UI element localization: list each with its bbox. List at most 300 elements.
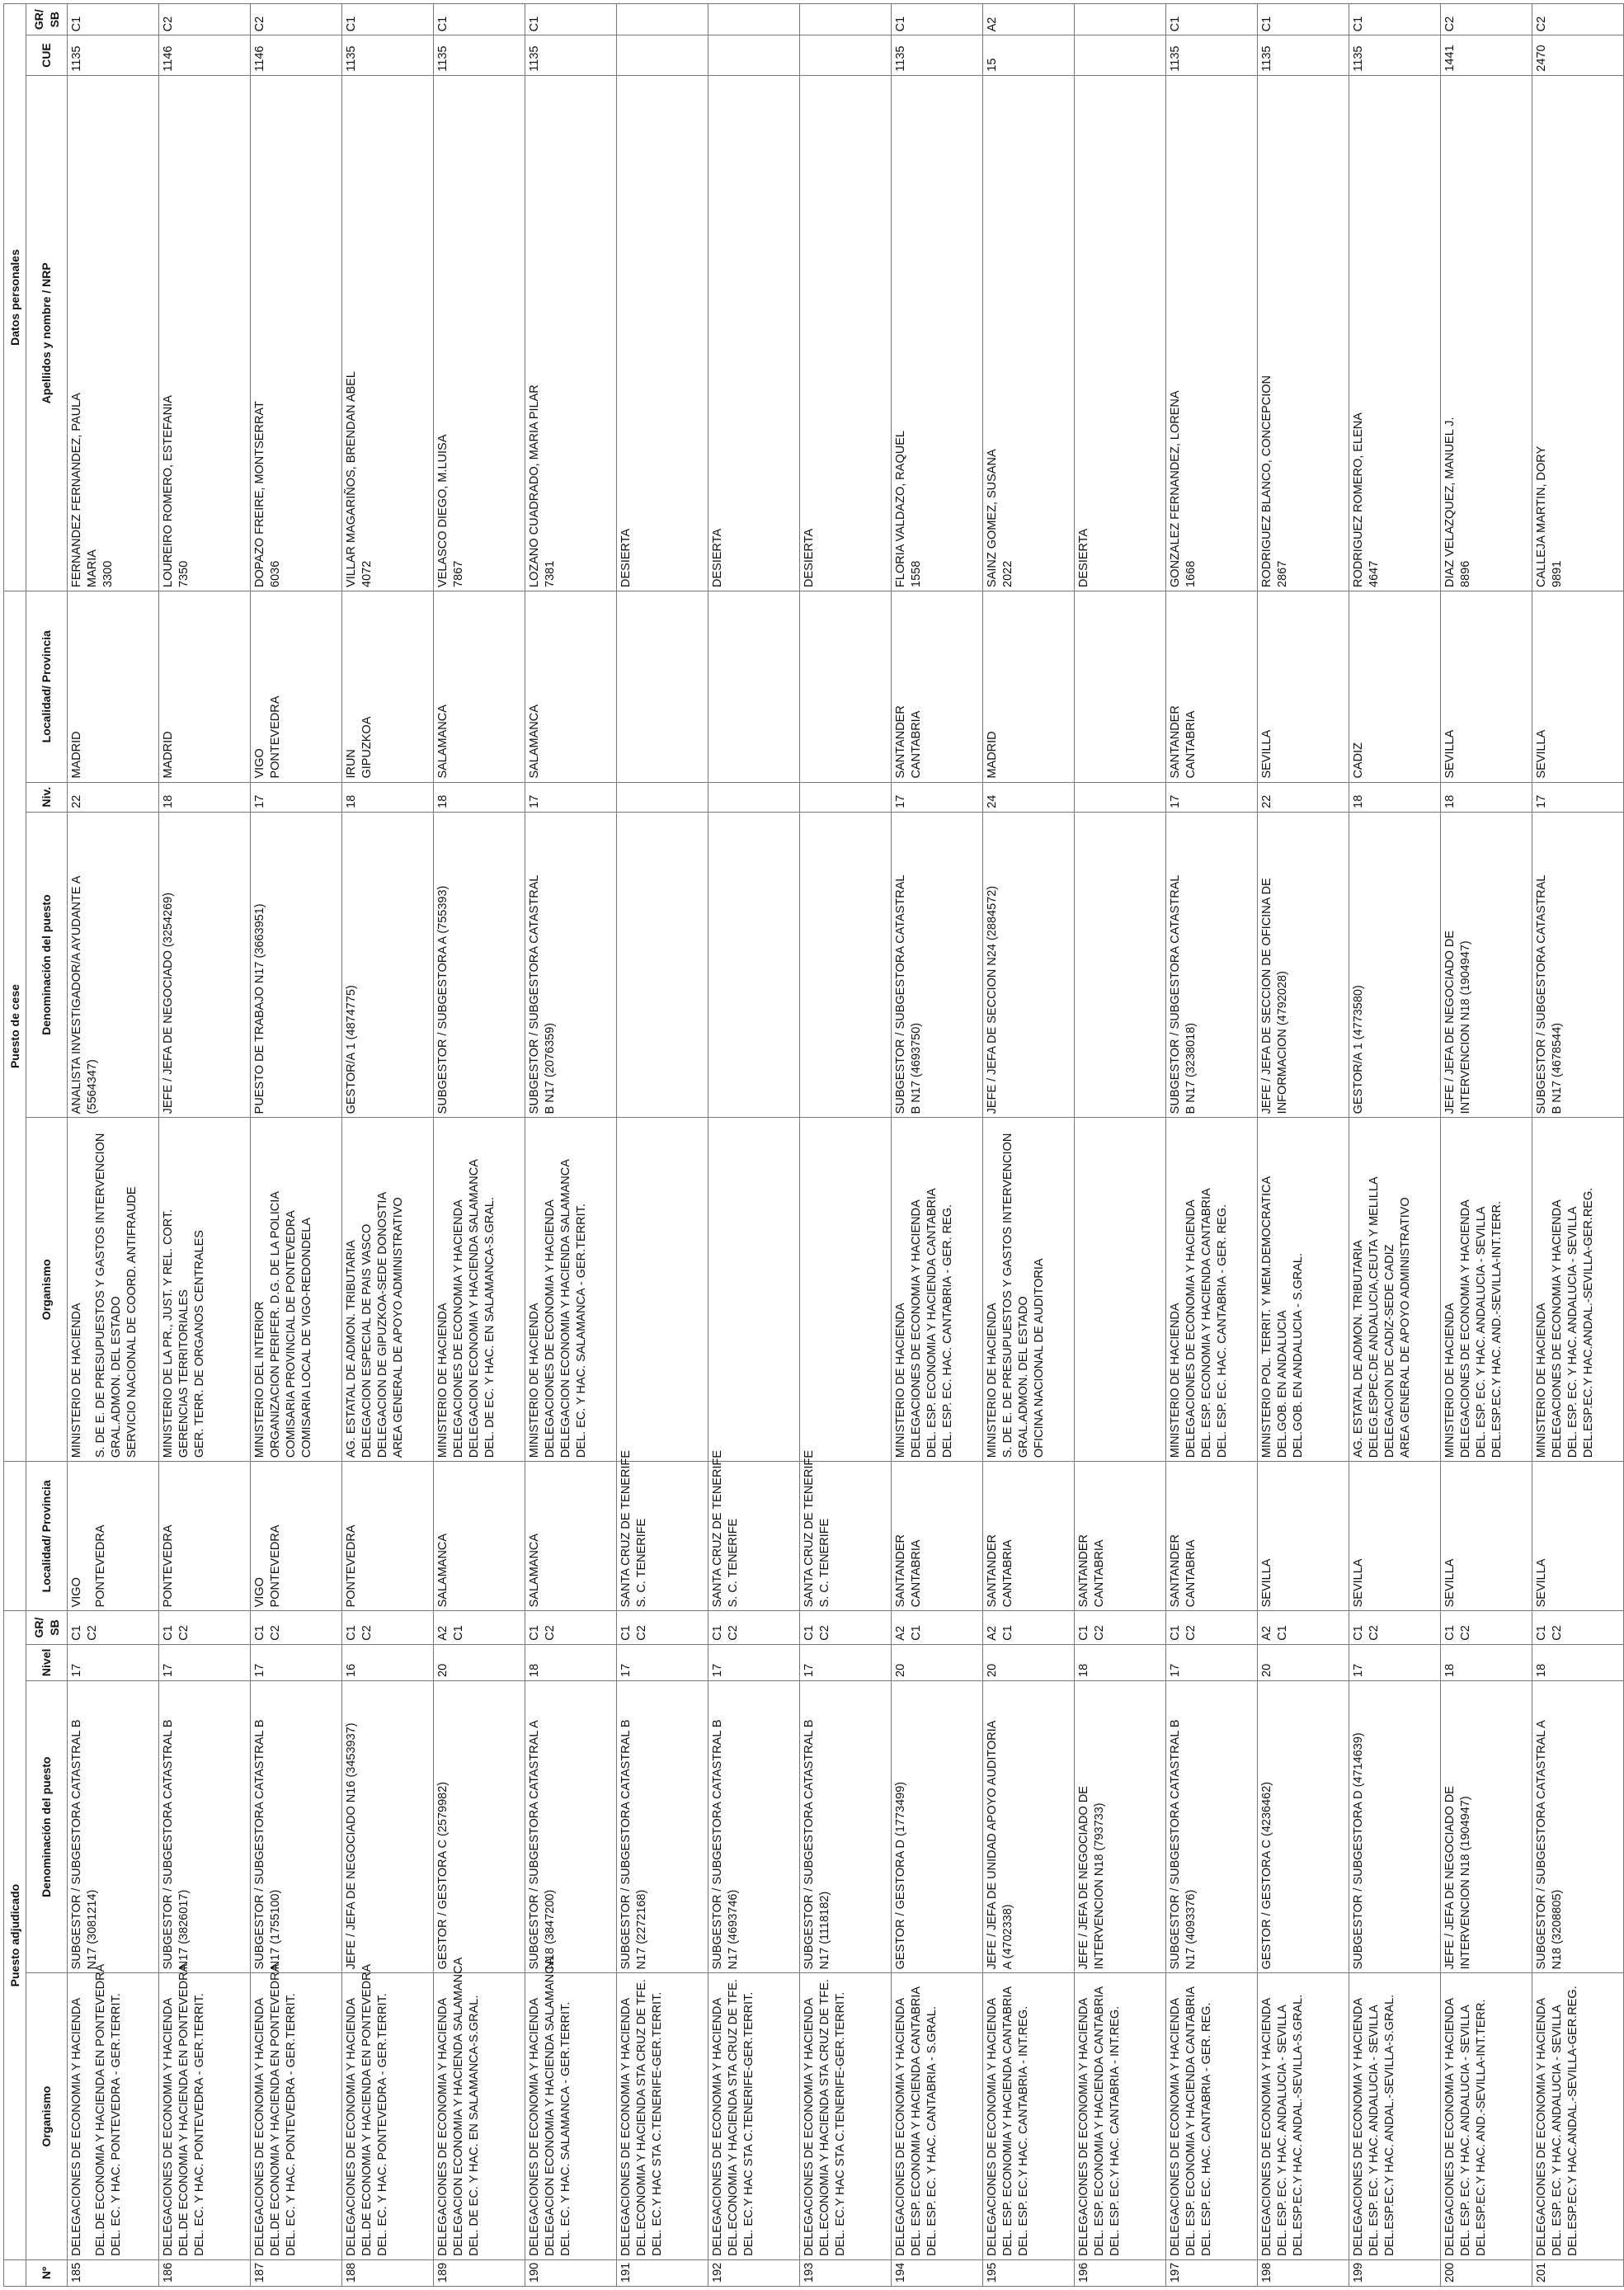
adjudicado-grsb: C1 C2	[342, 1611, 434, 1644]
personal-nombre	[983, 75, 1075, 591]
cese-nivel: 17	[892, 782, 983, 812]
adjudicado-localidad	[617, 1449, 708, 1611]
adjudicado-denominacion-line: SUBGESTOR / SUBGESTORA CATASTRAL A	[1535, 1720, 1548, 1970]
adjudicado-organismo-line: DEL. EC. Y HAC. PONTEVEDRA - GER.TERRIT.	[110, 1993, 123, 2256]
adjudicado-organismo-line: DEL.DE ECONOMIA Y HACIENDA EN PONTEVEDRA	[94, 1963, 107, 2256]
row-number: 191	[617, 2259, 708, 2286]
personal-nombre-line: DESIERTA	[711, 528, 724, 587]
adjudicado-denominacion-line: JEFE / JEFA DE UNIDAD APOYO AUDITORIA	[986, 1720, 999, 1970]
cese-denominacion	[251, 812, 342, 1118]
cese-denominacion-line: SUBGESTOR / SUBGESTORA CATASTRAL	[1169, 874, 1182, 1114]
table-row	[1349, 4, 1441, 2287]
adjudicado-organismo-line: DELEGACIONES DE ECONOMIA Y HACIENDA	[528, 1997, 541, 2256]
cese-organismo-line: DELEGACIONES DE ECONOMIA Y HACIENDA	[544, 1199, 557, 1458]
adjudicado-localidad-line: SEVILLA	[1352, 1558, 1365, 1608]
cese-organismo-line: ORGANIZACION PERIFER. D.G. DE LA POLICIA	[269, 1191, 282, 1458]
personal-grsb	[708, 4, 800, 35]
cese-organismo-line: GER. TERR. DE ORGANOS CENTRALES	[193, 1230, 206, 1458]
cese-organismo	[1441, 1118, 1532, 1462]
adjudicado-grsb: C1 C2	[525, 1611, 617, 1644]
personal-grsb: C2	[1532, 4, 1624, 35]
adjudicado-localidad	[1258, 1462, 1349, 1611]
personal-nombre-line: 1558	[910, 560, 923, 587]
cese-nivel: 18	[342, 782, 434, 812]
adjudicado-organismo	[1441, 1973, 1532, 2259]
table-row	[525, 4, 617, 2287]
col-apellidos: Apellidos y nombre / NRP	[26, 75, 68, 591]
cese-organismo	[159, 1118, 251, 1462]
adjudicado-organismo-line: DEL. ESP. EC. HAC. CANTABRIA - GER. REG.	[1200, 2002, 1213, 2256]
adjudicado-organismo-line: DEL. ESP. EC. Y HAC. ANDALUCIA - SEVILLA	[1459, 2005, 1472, 2256]
adjudicado-localidad	[1075, 1462, 1166, 1611]
adjudicado-organismo-line: DELEGACIONES DE ECONOMIA Y HACIENDA	[1535, 1997, 1548, 2256]
adjudicado-organismo-line: DEL. ESP. EC.Y HAC. CANTABRIA - INT.REG.	[1109, 2005, 1122, 2256]
personal-nombre-line: FLORIA VALDAZO, RAQUEL	[894, 431, 907, 587]
cese-organismo-line: OFICINA NACIONAL DE AUDITORIA	[1033, 1258, 1046, 1458]
cese-organismo	[617, 1118, 708, 1462]
adjudicado-grsb: C1 C2	[68, 1611, 159, 1644]
adjudicado-denominacion-line: SUBGESTOR / SUBGESTORA D (4714639)	[1352, 1732, 1365, 1970]
adjudicado-grsb: C1 C2	[1532, 1611, 1624, 1644]
personal-grsb: C1	[1349, 4, 1441, 35]
adjudicado-organismo-line: DELEGACIONES DE ECONOMIA Y HACIENDA	[162, 1997, 175, 2256]
adjudicado-nivel: 18	[1441, 1644, 1532, 1680]
adjudicado-organismo-line: DEL.ECONOMIA Y HACIENDA STA CRUZ DE TFE.	[818, 1979, 831, 2256]
cese-organismo-line: AREA GENERAL DE APOYO ADMINISTRATIVO	[1399, 1197, 1412, 1458]
cese-localidad	[617, 591, 708, 782]
adjudicado-organismo-line: DELEGACION ECONOMIA Y HACIENDA SALAMANCA	[544, 1957, 557, 2256]
adjudicado-nivel: 17	[251, 1644, 342, 1680]
cese-organismo-line: DEL. ESP. ECONOMIA Y HACIENDA CANTABRIA	[1200, 1188, 1213, 1458]
adjudicado-localidad	[68, 1462, 159, 1611]
adjudicado-denominacion-line: N17 (2272168)	[635, 1889, 648, 1970]
cese-nivel: 24	[983, 782, 1075, 812]
assignment-table	[3, 3, 1624, 2287]
adjudicado-grsb: A2 C1	[1258, 1611, 1349, 1644]
row-number: 196	[1075, 2259, 1166, 2286]
cese-organismo-line: DEL. ESP. EC. HAC. CANTABRIA - GER. REG.	[1216, 1204, 1229, 1458]
cese-localidad-line: SALAMANCA	[528, 704, 541, 779]
adjudicado-organismo	[159, 1963, 251, 2259]
adjudicado-organismo-line: DEL. ESP. EC. Y HAC. ANDALUCIA - SEVILLA	[1276, 2005, 1289, 2256]
adjudicado-denominacion-line: N18 (3847200)	[544, 1889, 557, 1970]
adjudicado-nivel: 18	[1075, 1644, 1166, 1680]
personal-nombre-line: 4647	[1367, 560, 1381, 587]
cese-nivel	[617, 782, 708, 812]
cese-localidad	[251, 591, 342, 782]
adjudicado-grsb: C1 C2	[159, 1611, 251, 1644]
personal-grsb: C2	[1441, 4, 1532, 35]
cese-localidad	[68, 591, 159, 782]
personal-nombre	[342, 75, 434, 591]
cese-nivel: 18	[1349, 782, 1441, 812]
cese-organismo-line: GRAL.ADMON. DEL ESTADO	[1017, 1296, 1030, 1458]
cese-organismo-line: MINISTERIO DE HACIENDA	[70, 1303, 83, 1458]
personal-grsb: C2	[251, 4, 342, 35]
cese-localidad	[983, 591, 1075, 782]
cese-denominacion	[892, 812, 983, 1118]
personal-cue: 1135	[1349, 35, 1441, 75]
adjudicado-organismo-line: DEL. ESP. ECONOMIA Y HACIENDA CANTABRIA	[910, 1986, 923, 2256]
personal-nombre	[892, 75, 983, 591]
adjudicado-organismo-line: DELEGACIONES DE ECONOMIA Y HACIENDA	[70, 1997, 83, 2256]
cese-organismo	[892, 1118, 983, 1462]
adjudicado-nivel: 20	[434, 1644, 525, 1680]
adjudicado-localidad-line: CANTABRIA	[1001, 1539, 1014, 1608]
personal-nombre	[525, 75, 617, 591]
adjudicado-nivel: 17	[1166, 1644, 1258, 1680]
row-number: 195	[983, 2259, 1075, 2286]
personal-nombre-line: RODRIGUEZ ROMERO, ELENA	[1352, 412, 1365, 587]
adjudicado-organismo-line: DEL. ESP. EC. Y HAC. CANTABRIA - S.GRAL.	[925, 2006, 939, 2256]
col-grsb-personal: GR/ SB	[26, 4, 68, 35]
cese-denominacion	[617, 812, 708, 1118]
cese-denominacion	[68, 812, 159, 1118]
personal-nombre	[617, 75, 708, 591]
adjudicado-organismo	[800, 1973, 892, 2259]
adjudicado-organismo-line: DEL. EC. Y HAC. PONTEVEDRA - GER.TERRIT.	[376, 1993, 389, 2256]
table-row	[1075, 4, 1166, 2287]
cese-nivel: 22	[1258, 782, 1349, 812]
col-niv-cese: Niv.	[26, 782, 68, 812]
adjudicado-denominacion	[1532, 1680, 1624, 1972]
adjudicado-localidad-line: SEVILLA	[1535, 1558, 1548, 1608]
cese-localidad-line: GIPUZKOA	[360, 716, 374, 779]
personal-nombre-line: RODRIGUEZ BLANCO, CONCEPCION	[1260, 375, 1273, 587]
adjudicado-organismo-line: DELEGACIONES DE ECONOMIA Y HACIENDA	[345, 1997, 358, 2256]
cese-denominacion-line: ANALISTA INVESTIGADOR/A AYUDANTE A	[70, 875, 83, 1114]
personal-nombre-line: VILLAR MAGARIÑOS, BRENDAN ABEL	[345, 371, 358, 587]
cese-organismo-line: GERENCIAS TERRITORIALES	[177, 1289, 191, 1458]
cese-organismo-line: DELEGACION DE GIPUZKOA-SEDE DONOSTIA	[376, 1191, 389, 1458]
cese-organismo-line: DEL. ESP. EC. Y HAC. ANDALUCIA - SEVILLA	[1475, 1206, 1488, 1458]
col-denominacion-cese: Denominación del puesto	[26, 812, 68, 1118]
personal-nombre	[159, 75, 251, 591]
cese-organismo-line	[85, 1121, 93, 1458]
adjudicado-localidad-line: PONTEVEDRA	[94, 1524, 107, 1608]
cese-localidad-line: CANTABRIA	[910, 710, 923, 779]
cese-organismo	[708, 1118, 800, 1462]
adjudicado-localidad-line: S. C. TENERIFE	[818, 1518, 831, 1608]
cese-organismo	[342, 1118, 434, 1462]
personal-nombre	[1258, 75, 1349, 591]
personal-cue: 1146	[159, 35, 251, 75]
table-row	[1258, 4, 1349, 2287]
cese-localidad-line: SANTANDER	[894, 705, 907, 779]
row-number: 200	[1441, 2259, 1532, 2286]
cese-organismo-line: AG. ESTATAL DE ADMON. TRIBUTARIA	[345, 1240, 358, 1458]
table-row	[1441, 4, 1532, 2287]
table-row	[342, 4, 434, 2287]
adjudicado-nivel: 16	[342, 1644, 434, 1680]
col-localidad-cese: Localidad/ Provincia	[26, 591, 68, 782]
adjudicado-localidad	[525, 1462, 617, 1611]
table-row	[708, 4, 800, 2287]
cese-localidad-line: PONTEVEDRA	[269, 695, 282, 779]
adjudicado-organismo	[708, 1973, 800, 2259]
adjudicado-denominacion-line: N17 (3081214)	[86, 1889, 99, 1970]
table-row	[800, 4, 892, 2287]
adjudicado-denominacion	[708, 1680, 800, 1972]
cese-localidad-line: MADRID	[986, 731, 999, 779]
personal-nombre	[1166, 75, 1258, 591]
adjudicado-organismo-line: DEL.ESP.EC.Y HAC. ANDAL.-SEVILLA-S.GRAL.	[1292, 1994, 1305, 2256]
cese-denominacion-line: JEFE / JEFA DE NEGOCIADO DE	[1443, 930, 1457, 1114]
cese-nivel	[1075, 782, 1166, 812]
adjudicado-localidad-line: SALAMANCA	[528, 1533, 541, 1608]
row-number: 186	[159, 2259, 251, 2286]
adjudicado-denominacion	[525, 1680, 617, 1972]
cese-organismo-line: DEL. EC. Y HAC. SALAMANCA - GER.TERRIT.	[575, 1204, 588, 1458]
personal-cue	[708, 35, 800, 75]
cese-organismo-line: SERVICIO NACIONAL DE COORD. ANTIFRAUDE	[125, 1186, 139, 1458]
cese-localidad-line: MADRID	[70, 731, 83, 779]
adjudicado-grsb: C1 C2	[251, 1611, 342, 1644]
cese-denominacion	[800, 812, 892, 1118]
cese-denominacion-line: JEFE / JEFA DE SECCION DE OFICINA DE	[1260, 878, 1273, 1114]
adjudicado-nivel: 18	[1532, 1644, 1624, 1680]
cese-localidad	[434, 591, 525, 782]
cese-organismo-line: DEL.ESP.EC.Y HAC. AND.-SEVILLA-INT.TERR.	[1490, 1200, 1504, 1458]
col-denominacion: Denominación del puesto	[26, 1680, 68, 1972]
adjudicado-localidad	[983, 1462, 1075, 1611]
adjudicado-organismo-line: DEL. EC. Y HAC. PONTEVEDRA - GER.TERRIT.	[193, 1993, 206, 2256]
adjudicado-organismo-line: DEL. EC.Y HAC STA C.TENERIFE-GER.TERRIT.	[742, 1991, 756, 2256]
adjudicado-organismo-line: DEL.ESP.EC.Y HAC.ANDAL.-SEVILLA-GER.REG.	[1566, 1986, 1579, 2256]
adjudicado-denominacion-line: N17 (3826017)	[177, 1889, 191, 1970]
adjudicado-nivel: 17	[159, 1644, 251, 1680]
table-header	[4, 4, 68, 2287]
personal-nombre-line: 7867	[452, 560, 465, 587]
group-header-cese: Puesto de cese	[4, 591, 26, 1461]
adjudicado-localidad	[708, 1449, 800, 1611]
personal-grsb: C1	[434, 4, 525, 35]
cese-organismo	[1349, 1118, 1441, 1462]
table-row	[983, 4, 1075, 2287]
col-nivel: Nivel	[26, 1644, 68, 1680]
cese-localidad	[342, 591, 434, 782]
adjudicado-nivel: 18	[525, 1644, 617, 1680]
adjudicado-denominacion-line: GESTOR / GESTORA C (4236462)	[1260, 1781, 1273, 1970]
personal-nombre	[434, 75, 525, 591]
adjudicado-organismo	[434, 1957, 525, 2259]
personal-nombre-line: DIAZ VELAZQUEZ, MANUEL J.	[1443, 417, 1457, 587]
adjudicado-localidad-line: PONTEVEDRA	[345, 1524, 358, 1608]
table-row	[434, 4, 525, 2287]
row-number: 185	[68, 2259, 159, 2286]
adjudicado-localidad-line: PONTEVEDRA	[269, 1524, 282, 1608]
personal-grsb: C2	[159, 4, 251, 35]
cese-localidad-line: SALAMANCA	[436, 704, 450, 779]
adjudicado-nivel: 20	[983, 1644, 1075, 1680]
adjudicado-nivel: 17	[800, 1644, 892, 1680]
adjudicado-organismo	[892, 1973, 983, 2259]
adjudicado-organismo-line: DEL. DE EC. Y HAC. EN SALAMANCA-S.GRAL.	[468, 1995, 481, 2256]
adjudicado-denominacion-line: SUBGESTOR / SUBGESTORA CATASTRAL B	[803, 1719, 816, 1970]
cese-denominacion-line: SUBGESTOR / SUBGESTORA CATASTRAL	[1535, 874, 1548, 1114]
cese-organismo-line: DEL. ESP. EC. HAC. CANTABRIA - GER. REG.	[941, 1204, 954, 1458]
adjudicado-denominacion-line: GESTOR / GESTORA D (1773499)	[894, 1781, 907, 1970]
cese-organismo	[68, 1118, 159, 1462]
adjudicado-denominacion	[1075, 1680, 1166, 1972]
adjudicado-organismo-line: DELEGACIONES DE ECONOMIA Y HACIENDA	[1260, 1997, 1273, 2256]
cese-denominacion	[342, 812, 434, 1118]
col-localidad: Localidad/ Provincia	[26, 1462, 68, 1611]
personal-nombre-line: SAINZ GOMEZ, SUSANA	[986, 449, 999, 587]
personal-nombre	[800, 75, 892, 591]
adjudicado-grsb: A2 C1	[892, 1611, 983, 1644]
adjudicado-organismo	[525, 1957, 617, 2259]
cese-denominacion-line: B N17 (3238018)	[1184, 1022, 1198, 1114]
personal-cue: 1135	[68, 35, 159, 75]
personal-cue: 1441	[1441, 35, 1532, 75]
personal-nombre-line: LOZANO CUADRADO, MARIA PILAR	[528, 384, 541, 587]
cese-organismo-line: MINISTERIO POL. TERRIT. Y MEM.DEMOCRATICA	[1260, 1176, 1273, 1458]
personal-nombre-line: GONZALEZ FERNANDEZ, LORENA	[1169, 390, 1182, 587]
adjudicado-denominacion	[1349, 1680, 1441, 1972]
row-number: 201	[1532, 2259, 1624, 2286]
cese-localidad	[1349, 591, 1441, 782]
adjudicado-nivel: 20	[1258, 1644, 1349, 1680]
row-number: 194	[892, 2259, 983, 2286]
cese-denominacion-line: B N17 (4693750)	[910, 1022, 923, 1114]
adjudicado-nivel: 20	[892, 1644, 983, 1680]
cese-localidad	[525, 591, 617, 782]
cese-denominacion	[708, 812, 800, 1118]
adjudicado-organismo-line: DEL. ESP. EC. Y HAC. ANDALUCIA - SEVILLA	[1367, 2005, 1381, 2256]
adjudicado-denominacion	[617, 1680, 708, 1972]
adjudicado-nivel: 17	[1349, 1644, 1441, 1680]
cese-organismo-line: MINISTERIO DEL INTERIOR	[253, 1301, 266, 1458]
cese-localidad-line: IRUN	[345, 749, 358, 779]
cese-localidad	[159, 591, 251, 782]
cese-localidad	[1258, 591, 1349, 782]
personal-grsb	[1075, 4, 1166, 35]
cese-organismo	[1258, 1118, 1349, 1462]
personal-grsb	[617, 4, 708, 35]
col-grsb: GR/ SB	[26, 1611, 68, 1644]
personal-nombre	[1349, 75, 1441, 591]
adjudicado-organismo-line: DELEGACIONES DE ECONOMIA Y HACIENDA	[1169, 1997, 1182, 2256]
personal-nombre	[251, 75, 342, 591]
table-row	[617, 4, 708, 2287]
personal-cue: 2470	[1532, 35, 1624, 75]
cese-nivel: 18	[434, 782, 525, 812]
adjudicado-denominacion	[800, 1680, 892, 1972]
cese-organismo-line: DELEGACIONES DE ECONOMIA Y HACIENDA	[1551, 1199, 1564, 1458]
adjudicado-organismo	[1075, 1973, 1166, 2259]
personal-nombre-line: 4072	[360, 560, 374, 587]
adjudicado-denominacion	[1441, 1680, 1532, 1972]
adjudicado-organismo-line: DEL.DE ECONOMIA Y HACIENDA EN PONTEVEDRA	[269, 1963, 282, 2256]
cese-organismo-line: MINISTERIO DE HACIENDA	[1169, 1303, 1182, 1458]
cese-organismo-line: DELEGACION ECONOMIA Y HACIENDA SALAMANCA	[468, 1159, 481, 1458]
cese-denominacion-line: SUBGESTOR / SUBGESTORA CATASTRAL	[528, 874, 541, 1114]
cese-nivel: 22	[68, 782, 159, 812]
adjudicado-localidad-line: SEVILLA	[1443, 1558, 1457, 1608]
adjudicado-organismo-line: DELEGACIONES DE ECONOMIA Y HACIENDA	[986, 1997, 999, 2256]
cese-organismo-line: DEL. ESP. EC. Y HAC. ANDALUCIA - SEVILLA	[1566, 1206, 1579, 1458]
adjudicado-organismo-line: DEL. EC.Y HAC STA C.TENERIFE-GER.TERRIT.	[651, 1991, 664, 2256]
adjudicado-localidad	[1349, 1462, 1441, 1611]
adjudicado-organismo-line: DEL. EC.Y HAC STA C.TENERIFE-GER.TERRIT.	[834, 1991, 847, 2256]
adjudicado-denominacion-line: SUBGESTOR / SUBGESTORA CATASTRAL B	[162, 1719, 175, 1970]
personal-cue: 1135	[1258, 35, 1349, 75]
cese-denominacion-line: JEFE / JEFA DE SECCION N24 (2884572)	[986, 885, 999, 1114]
cese-localidad	[1166, 591, 1258, 782]
personal-nombre-line: 6036	[269, 560, 282, 587]
cese-organismo-line: S. DE E. DE PRESUPUESTOS Y GASTOS INTERVENCION	[94, 1133, 107, 1458]
adjudicado-organismo-line: DEL.ECONOMIA Y HACIENDA STA CRUZ DE TFE.	[727, 1979, 740, 2256]
cese-localidad	[1441, 591, 1532, 782]
adjudicado-organismo-line: DELEGACIONES DE ECONOMIA Y HACIENDA	[619, 1997, 633, 2256]
adjudicado-denominacion	[159, 1680, 251, 1972]
personal-cue	[1075, 35, 1166, 75]
adjudicado-denominacion-line: N17 (1755100)	[269, 1889, 282, 1970]
personal-nombre-line: 2867	[1276, 560, 1289, 587]
adjudicado-denominacion	[892, 1680, 983, 1972]
table-row	[1532, 4, 1624, 2287]
adjudicado-localidad-line: SANTA CRUZ DE TENERIFE	[619, 1449, 633, 1608]
col-organismo-cese: Organismo	[26, 1118, 68, 1462]
personal-nombre-line: CALLEJA MARTIN, DORY	[1535, 445, 1548, 587]
cese-denominacion	[1349, 812, 1441, 1118]
cese-organismo-line: DELEGACION ECONOMIA Y HACIENDA SALAMANCA	[559, 1159, 572, 1458]
adjudicado-organismo	[342, 1963, 434, 2259]
cese-organismo-line: MINISTERIO DE HACIENDA	[986, 1303, 999, 1458]
adjudicado-localidad-line: SANTA CRUZ DE TENERIFE	[711, 1449, 724, 1608]
adjudicado-organismo-line: DELEGACIONES DE ECONOMIA Y HACIENDA	[1352, 1997, 1365, 2256]
adjudicado-denominacion-line: SUBGESTOR / SUBGESTORA CATASTRAL B	[70, 1719, 83, 1970]
adjudicado-nivel: 17	[617, 1644, 708, 1680]
cese-denominacion	[983, 812, 1075, 1118]
adjudicado-localidad-line: CANTABRIA	[910, 1539, 923, 1608]
adjudicado-organismo-line: DELEGACIONES DE ECONOMIA Y HACIENDA	[711, 1997, 724, 2256]
personal-grsb: C1	[1166, 4, 1258, 35]
personal-nombre-line: DESIERTA	[803, 528, 816, 587]
col-num: Nº	[26, 2259, 68, 2286]
cese-organismo-line: DEL. DE EC. Y HAC. EN SALAMANCA-S.GRAL.	[483, 1197, 497, 1458]
personal-nombre-line: FERNANDEZ FERNANDEZ, PAULA	[70, 393, 83, 587]
adjudicado-organismo	[68, 1963, 159, 2259]
cese-organismo-line: COMISARIA PROVINCIAL DE PONTEVEDRA	[285, 1210, 298, 1458]
cese-organismo-line: DELEGACIONES DE ECONOMIA Y HACIENDA	[1459, 1199, 1472, 1458]
cese-denominacion	[1258, 812, 1349, 1118]
cese-denominacion	[1075, 812, 1166, 1118]
cese-denominacion-line: JEFE / JEFA DE NEGOCIADO (3254269)	[162, 892, 175, 1114]
adjudicado-grsb: C1 C2	[617, 1611, 708, 1644]
cese-organismo-line: MINISTERIO DE HACIENDA	[1443, 1303, 1457, 1458]
cese-organismo-line: COMISARIA LOCAL DE VIGO-REDONDELA	[300, 1218, 313, 1458]
row-number: 190	[525, 2259, 617, 2286]
adjudicado-grsb: C1 C2	[1441, 1611, 1532, 1644]
cese-localidad	[1532, 591, 1624, 782]
cese-denominacion	[1166, 812, 1258, 1118]
cese-denominacion-line: INFORMACION (4792028)	[1276, 971, 1289, 1114]
adjudicado-localidad	[1441, 1462, 1532, 1611]
personal-grsb: C1	[525, 4, 617, 35]
cese-denominacion-line: PUESTO DE TRABAJO N17 (3663951)	[253, 903, 266, 1114]
cese-denominacion	[1532, 812, 1624, 1118]
cese-organismo	[983, 1118, 1075, 1462]
personal-nombre	[708, 75, 800, 591]
adjudicado-localidad-line: SANTA CRUZ DE TENERIFE	[803, 1449, 816, 1608]
adjudicado-localidad-line: SANTANDER	[894, 1534, 907, 1608]
adjudicado-denominacion-line: SUBGESTOR / SUBGESTORA CATASTRAL B	[1169, 1719, 1182, 1970]
adjudicado-localidad	[1532, 1462, 1624, 1611]
adjudicado-organismo-line: DEL.ECONOMIA Y HACIENDA STA CRUZ DE TFE.	[635, 1979, 648, 2256]
adjudicado-localidad-line	[85, 1465, 93, 1607]
